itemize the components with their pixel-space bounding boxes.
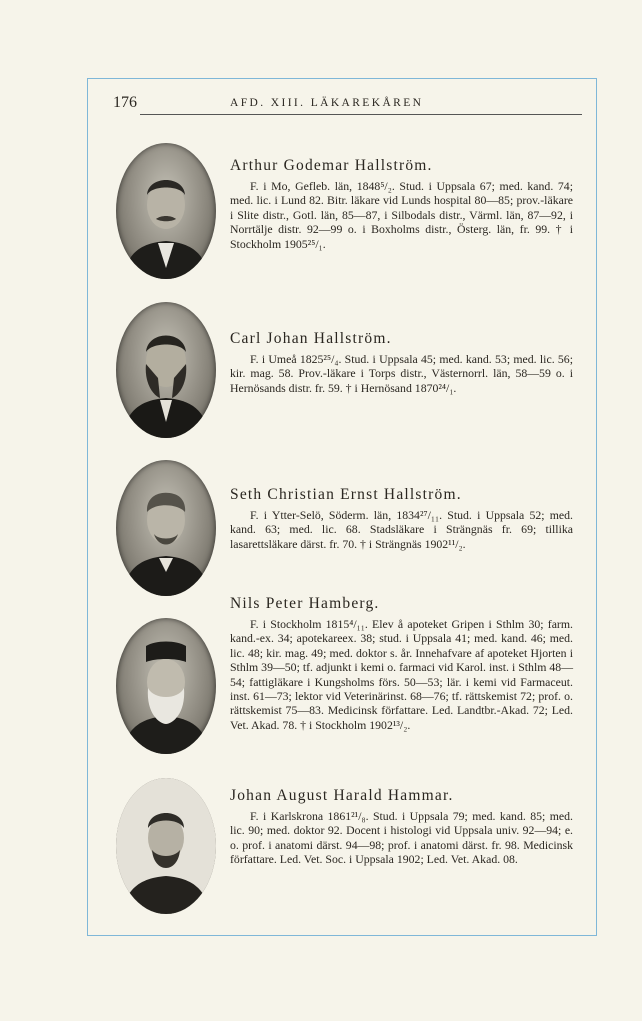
entry-name: Nils Peter Hamberg. <box>230 595 380 612</box>
header-rule <box>140 114 582 115</box>
entry-bio: F. i Karlskrona 1861²¹/₈. Stud. i Uppsala 79; med. kand. 85; med. lic. 90; med. doktor 92. Docent i histologi vid Uppsala univ. 92—94; e. o. prof. i anatomi därst. 94—98; prof. i anatomi därst. fr. 98. Medicinsk författare. Led. Vet. Soc. i Uppsala 1902; Led. Vet. Akad. 08. <box>230 809 573 867</box>
portrait-photo <box>116 618 216 754</box>
entry-bio: F. i Umeå 1825²⁵/₄. Stud. i Uppsala 45; med. kand. 53; med. lic. 56; kir. mag. 58. Prov.-läkare i Torps distr., Västernorrl. län, 58—59 o. i Hernösands distr. fr. 59. † i Hernösand 1870²⁴/₁. <box>230 352 573 395</box>
entry-name: Johan August Harald Hammar. <box>230 787 454 804</box>
entry-bio: F. i Stockholm 1815⁴/₁₁. Elev å apoteket Gripen i Sthlm 30; farm. kand.-ex. 34; apotekareex. 38; stud. i Uppsala 41; med. kand. 46; med. lic. 48; kir. mag. 49; med. doktor s. år. Innehafvare af apoteket Hjorten i Sthlm 39—50; tf. adjunkt i kemi o. farmaci vid Karol. inst. i Sthlm 48—54; fattigläkare i Kungsholms förs. 50—53; lär. i kemi vid Farmaceut. inst. 61—73; lektor vid Veterinärinst. 68—76; tf. rättskemist 72; prof. o. rättskemist 75—83. Medicinsk författare. Led. Landtbr.-Akad. 72; Led. Vet. Akad. 78. † i Stockholm 1902¹³/₂. <box>230 617 573 732</box>
entry-name: Seth Christian Ernst Hallström. <box>230 486 462 503</box>
entry-bio: F. i Mo, Gefleb. län, 1848⁵/₂. Stud. i Uppsala 67; med. kand. 74; med. lic. i Lund 82. Bitr. läkare vid Lunds hospital 80—85; prov.-läkare i Slite distr., Gotl. län, 85—87, i Silbodals distr., Värml. län, 87—92, i Norrtälje distr. 92—99 o. i Boxholms distr., Österg. län, fr. 99. † i Stockholm 1905²⁵/₁. <box>230 179 573 251</box>
entry-name: Carl Johan Hallström. <box>230 330 392 347</box>
entry-bio: F. i Ytter-Selö, Söderm. län, 1834²⁷/₁₁. Stud. i Uppsala 52; med. kand. 63; med. lic. 68. Stadsläkare i Strängnäs fr. 69; tillika lasarettsläkare därst. fr. 70. † i Strängnäs 1902¹¹/₂. <box>230 508 573 551</box>
portrait-photo <box>116 302 216 438</box>
entry-name: Arthur Godemar Hallström. <box>230 157 433 174</box>
running-head: AFD. XIII. LÄKAREKÅREN <box>230 97 424 109</box>
portrait-photo <box>116 460 216 596</box>
page-header <box>113 94 573 116</box>
page-number: 176 <box>113 94 137 111</box>
portrait-photo <box>116 143 216 279</box>
portrait-photo <box>116 778 216 914</box>
